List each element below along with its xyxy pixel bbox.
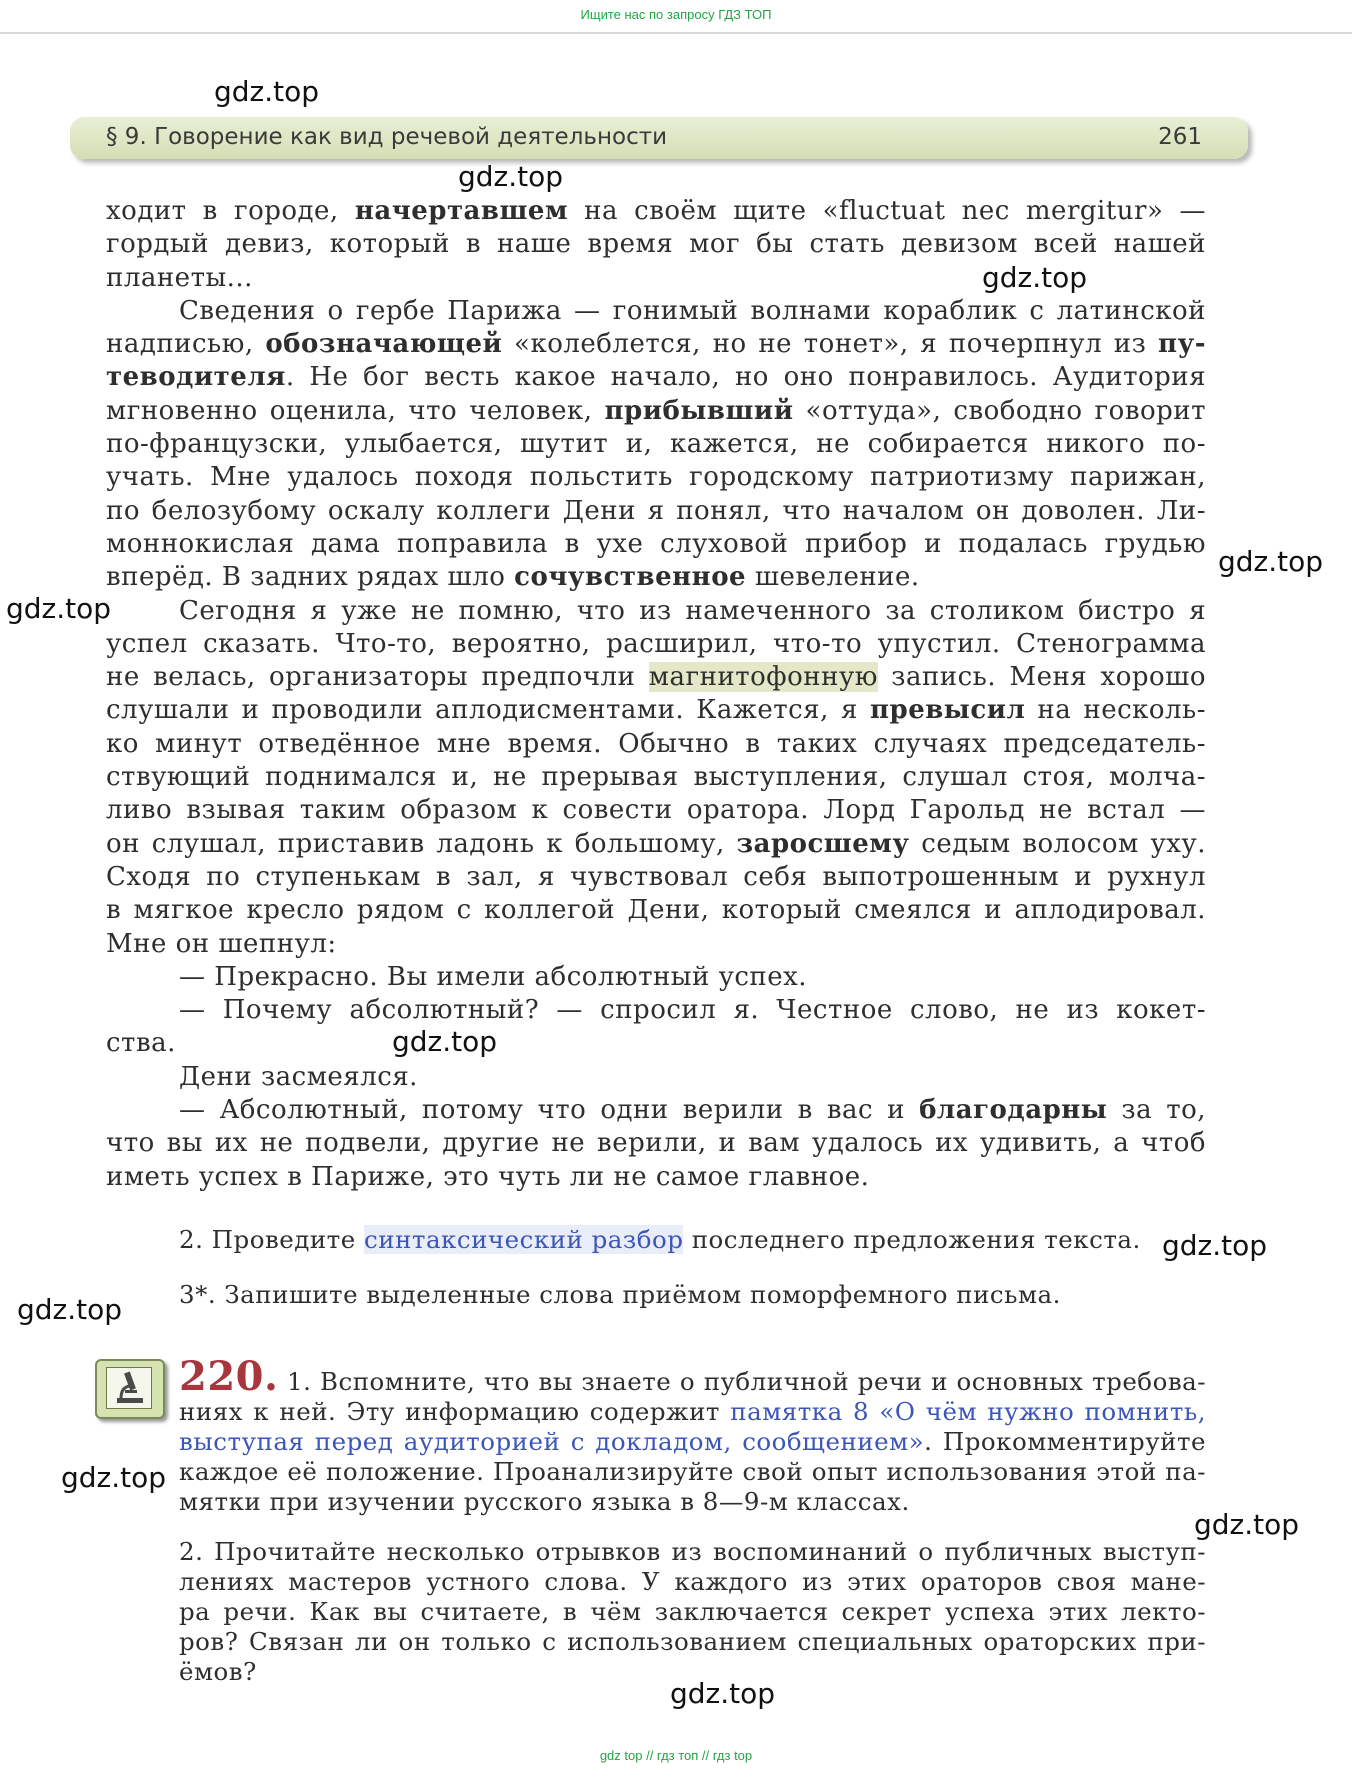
watermark: gdz.top [982, 261, 1088, 294]
highlighted-word: сочувственное [514, 562, 747, 593]
section-title: § 9. Говорение как вид речевой деятельности [106, 124, 668, 150]
watermark: gdz.top [1194, 1508, 1300, 1541]
highlighted-term: магнитофонную [648, 662, 878, 693]
text-line: успел сказать. Что-то, вероятно, расширил, что-то упустил. Стенограмма [106, 628, 1206, 659]
watermark: gdz.top [458, 160, 564, 193]
text-line: что вы их не подвели, другие не верили, и вам удалось их удивить, а чтоб [106, 1128, 1206, 1159]
chapter-header-bar [70, 117, 1248, 159]
text-line: ства. [106, 1028, 176, 1059]
text-line: учать. Мне удалось походя польстить городскому патриотизму парижан, [106, 462, 1206, 493]
exercise-number: 220. [179, 1353, 279, 1400]
watermark: gdz.top [214, 75, 320, 108]
text-line: не велась, организаторы предпочли магнитофонную запись. Меня хорошо [106, 662, 1206, 693]
text-line: гордый девиз, который в наше время мог бы стать девизом всей нашей [106, 229, 1206, 260]
dialogue-line: — Абсолютный, потому что одни верили в вас и благодарны за то, [179, 1095, 1206, 1126]
watermark: gdz.top [1162, 1229, 1268, 1262]
highlighted-word: превысил [869, 695, 1026, 726]
text-line: он слушал, приставив ладонь к большому, заросшему седым волосом уху. [106, 828, 1206, 859]
text-line: слушали и проводили аплодисментами. Кажется, я превысил на несколь- [106, 695, 1207, 726]
text-line: теводителя. Не бог весть какое начало, но оно понравилось. Аудитория [106, 362, 1206, 393]
text-line: моннокислая дама поправила в ухе слуховой прибор и подалась грудью [106, 528, 1206, 559]
text-line: в мягкое кресло рядом с коллегой Дени, который смеялся и аплодировал. [106, 895, 1206, 926]
footer-links: gdz top // гдз топ // гдз top [599, 1748, 753, 1763]
highlighted-word: начертавшем [354, 196, 569, 226]
watermark: gdz.top [670, 1677, 776, 1710]
highlighted-word: благодарны [919, 1095, 1108, 1126]
watermark: gdz.top [392, 1025, 498, 1058]
watermark: gdz.top [1218, 545, 1324, 578]
dialogue-line: — Почему абсолютный? — спросил я. Честное слово, не из кокет- [179, 995, 1206, 1026]
syntax-analysis-link[interactable]: синтаксический разбор [364, 1225, 684, 1254]
main-text [106, 195, 1206, 1194]
dialogue-line: — Прекрасно. Вы имели абсолютный успех. [179, 961, 808, 992]
text-line: ствующий поднимался и, не прерывая выступления, слушал стоя, молча- [106, 762, 1206, 793]
text-line: надписью, обозначающей «колеблется, но не тонет», я почерпнул из пу- [106, 329, 1207, 360]
watermark: gdz.top [17, 1293, 123, 1326]
highlighted-word: обозначающей [265, 329, 503, 360]
text-line: Мне он шепнул: [106, 928, 337, 959]
highlighted-word: теводителя [106, 362, 286, 393]
text-line: мгновенно оценила, что человек, прибывший «оттуда», свободно говорит [106, 395, 1206, 426]
text-line: по-французски, улыбается, шутит и, кажется, не собирается никого по- [106, 429, 1206, 460]
text-line: планеты... [106, 262, 253, 293]
text-line: Сегодня я уже не помню, что из намеченного за столиком бистро я [179, 595, 1206, 626]
text-line: иметь успех в Париже, это чуть ли не самое главное. [106, 1161, 870, 1192]
page-number: 261 [1158, 124, 1202, 150]
watermark: gdz.top [6, 592, 112, 625]
memo-8-link-cont[interactable]: выступая перед аудиторией с докладом, сообщением» [179, 1427, 925, 1456]
highlighted-word: прибывший [604, 395, 794, 426]
text-line: Сходя по ступенькам в зал, я чувствовал себя выпотрошенным и рухнул [106, 861, 1206, 892]
task-3: 3*. Запишите выделенные слова приёмом поморфемного письма. [179, 1280, 1061, 1309]
text-line: по белозубому оскалу коллеги Дени я понял, что началом он доволен. Ли- [106, 495, 1206, 526]
text-line: вперёд. В задних рядах шло сочувственное шевеление. [106, 562, 920, 593]
exercise-220: 220. 1. Вспомните, что вы знаете о публичной речи и основных требова- ниях к ней. Эту информацию содержит памятка 8 «О чём нужно помнить, выступая перед аудиторией с докладом, сообщением». Прокомментируйте каждое её положение. Проанализируйте свой опыт использования этой па- мятки при изучении русского языка в 8—9-м классах. 2. Прочитайте несколько отрывков из воспоминаний о публичных выступ- лениях мастеров устного слова. У каждого из этих ораторов своя мане- ра речи. Как вы считаете, в чём заключается секрет успеха этих лекто- ров? Связан ли он только с использованием специальных ораторских при- ёмов? [179, 1353, 1207, 1686]
microscope-icon [95, 1359, 165, 1419]
text-line: ходит в городе, начертавшем на своём щите «fluctuat nec mergitur» — [106, 196, 1206, 226]
text-line: Сведения о гербе Парижа — гонимый волнами кораблик с латинской [179, 295, 1206, 326]
text-line: Дени засмеялся. [179, 1061, 418, 1092]
watermark: gdz.top [61, 1461, 167, 1494]
task-2: 2. Проведите синтаксический разбор последнего предложения текста. [179, 1225, 1141, 1254]
memo-8-link[interactable]: памятка 8 «О чём нужно помнить, [730, 1397, 1207, 1426]
text-line: ко минут отведённое мне время. Обычно в таких случаях председатель- [106, 728, 1206, 759]
top-banner: Ищите нас по запросу ГДЗ ТОП [0, 0, 1352, 34]
text-line: ливо взывая таким образом к совести оратора. Лорд Гарольд не встал — [106, 795, 1206, 826]
highlighted-word: заросшему [736, 828, 910, 859]
